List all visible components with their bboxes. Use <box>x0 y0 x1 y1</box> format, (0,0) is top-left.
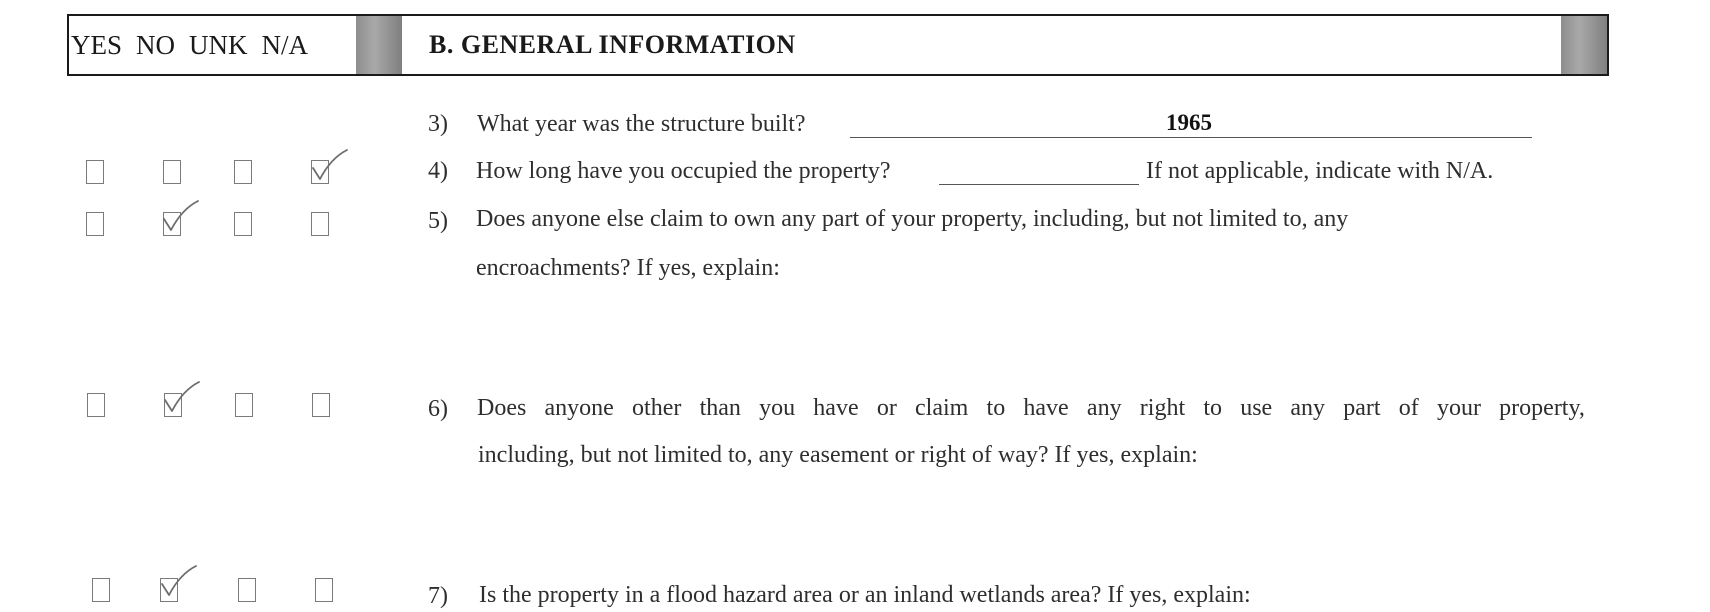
answer-column-headers <box>69 16 355 74</box>
question-6-word: property, <box>1499 395 1585 421</box>
question-6-yes-checkbox[interactable] <box>87 393 105 417</box>
question-6-line-1 <box>477 395 1585 422</box>
question-3-text: What year was the structure built? <box>477 111 806 137</box>
question-4-yes-checkbox[interactable] <box>86 160 104 184</box>
check-mark-icon <box>160 199 202 233</box>
question-4-suffix: If not applicable, indicate with N/A. <box>1146 158 1494 184</box>
question-5-line-1: Does anyone else claim to own any part of your property, including, but not limited to, any <box>476 206 1349 232</box>
yes-column-header: YES <box>71 29 123 60</box>
question-5-line-2: encroachments? If yes, explain: <box>476 255 780 281</box>
question-6-word: right <box>1139 395 1186 421</box>
na-column-header: N/A <box>261 29 309 60</box>
question-6-number: 6) <box>428 396 448 422</box>
question-6-word: have <box>1023 395 1069 421</box>
question-3-number: 3) <box>428 111 448 137</box>
question-5-yes-checkbox[interactable] <box>86 212 104 236</box>
question-4-text: How long have you occupied the property? <box>476 158 891 184</box>
question-4-unk-checkbox[interactable] <box>234 160 252 184</box>
unk-column-header: UNK <box>189 29 248 60</box>
check-mark-icon <box>161 380 203 414</box>
question-6-word: any <box>1086 395 1122 421</box>
question-6-unk-checkbox[interactable] <box>235 393 253 417</box>
question-6-word: anyone <box>544 395 614 421</box>
question-7-yes-checkbox[interactable] <box>92 578 110 602</box>
header-shade-right <box>1561 16 1607 74</box>
question-7-text: Is the property in a flood hazard area or an inland wetlands area? If yes, explain: <box>479 582 1251 608</box>
question-6-word: to <box>1203 395 1222 421</box>
question-7-unk-checkbox[interactable] <box>238 578 256 602</box>
question-5-number: 5) <box>428 208 448 234</box>
question-6-word: you <box>759 395 796 421</box>
question-3-answer[interactable]: 1965 <box>1166 110 1212 135</box>
question-6-word: your <box>1436 395 1481 421</box>
question-6-word: use <box>1240 395 1273 421</box>
question-5-na-checkbox[interactable] <box>311 212 329 236</box>
question-6-word: of <box>1398 395 1419 421</box>
question-7-na-checkbox[interactable] <box>315 578 333 602</box>
question-6-word: than <box>699 395 741 421</box>
question-6-word: part <box>1343 395 1381 421</box>
question-6-word: Does <box>477 395 527 421</box>
question-4-no-checkbox[interactable] <box>163 160 181 184</box>
question-7-number: 7) <box>428 583 448 609</box>
check-mark-icon <box>309 148 351 182</box>
question-3-answer-line[interactable] <box>850 137 1532 138</box>
question-4-answer-line[interactable] <box>939 184 1139 185</box>
question-6-word: or <box>876 395 897 421</box>
no-column-header: NO <box>136 29 176 60</box>
question-6-word: other <box>632 395 682 421</box>
question-6-na-checkbox[interactable] <box>312 393 330 417</box>
question-6-word: claim <box>915 395 969 421</box>
check-mark-icon <box>158 564 200 598</box>
question-6-line-2: including, but not limited to, any easement or right of way? If yes, explain: <box>478 442 1198 468</box>
header-shade-left <box>356 16 402 74</box>
question-4-number: 4) <box>428 158 448 184</box>
section-header <box>67 14 1609 76</box>
question-6-word: have <box>813 395 859 421</box>
section-title: B. GENERAL INFORMATION <box>429 30 796 59</box>
question-5-unk-checkbox[interactable] <box>234 212 252 236</box>
question-6-word: any <box>1290 395 1326 421</box>
question-6-word: to <box>986 395 1006 421</box>
